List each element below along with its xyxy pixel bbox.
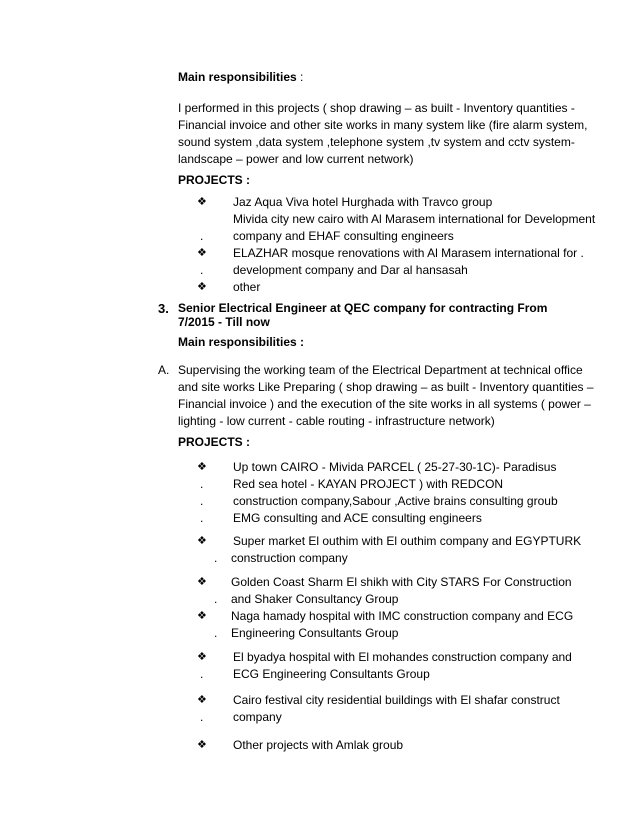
dot-marker: . <box>200 263 204 277</box>
diamond-bullet-icon: ❖ <box>197 196 207 208</box>
projects-heading: PROJECTS : <box>178 173 251 187</box>
main-responsibilities-heading <box>178 69 303 86</box>
item-letter: A. <box>158 363 170 377</box>
project-item: Naga hamady hospital with IMC construction company and ECG <box>231 609 574 623</box>
project-item: Mivida city new cairo with Al Marasem international for Development <box>233 212 596 226</box>
heading-text: Main responsibilities <box>178 70 297 84</box>
diamond-bullet-icon: ❖ <box>197 461 207 473</box>
job-number: 3. <box>158 301 169 316</box>
dot-marker: . <box>200 667 204 681</box>
dot-marker: . <box>200 511 204 525</box>
project-item: Jaz Aqua Viva hotel Hurghada with Travco group <box>233 195 493 209</box>
diamond-bullet-icon: ❖ <box>197 651 207 663</box>
diamond-bullet-icon: ❖ <box>197 694 207 706</box>
job-title: Senior Electrical Engineer at QEC company for contracting From <box>178 301 548 315</box>
responsibilities-line: landscape – power and low current network) <box>178 152 414 166</box>
diamond-bullet-icon: ❖ <box>197 739 207 751</box>
project-item: Red sea hotel - KAYAN PROJECT ) with REDCON <box>233 477 504 491</box>
diamond-bullet-icon: ❖ <box>197 535 207 547</box>
heading-colon: : <box>300 70 304 84</box>
project-item: development company and Dar al hansasah <box>233 263 468 277</box>
dot-marker: . <box>200 477 204 491</box>
responsibilities-line: and site works Like Preparing ( shop drawing – as built - Inventory quantities – <box>178 380 594 394</box>
project-item: Other projects with Amlak groub <box>233 738 404 752</box>
dot-marker: . <box>214 626 218 640</box>
main-responsibilities-heading: Main responsibilities : <box>178 335 305 349</box>
project-item: El byadya hospital with El mohandes construction company and <box>233 650 572 664</box>
diamond-bullet-icon: ❖ <box>197 281 207 293</box>
job-title: 7/2015 - Till now <box>178 315 270 329</box>
responsibilities-line: Financial invoice and other site works in many system like (fire alarm system, <box>178 118 588 132</box>
project-item: company <box>233 710 282 724</box>
diamond-bullet-icon: ❖ <box>197 247 207 259</box>
dot-marker: . <box>200 494 204 508</box>
responsibilities-line: I performed in this projects ( shop drawing – as built - Inventory quantities - <box>178 101 575 115</box>
project-item: construction company <box>231 551 348 565</box>
responsibilities-line: Supervising the working team of the Electrical Department at technical office <box>178 363 583 377</box>
dot-marker: . <box>214 551 218 565</box>
project-item: Cairo festival city residential buildings with El shafar construct <box>233 693 560 707</box>
project-item: other <box>233 280 261 294</box>
responsibilities-line: lighting - low current - cable routing - infrastructure network) <box>178 414 495 428</box>
project-item: Up town CAIRO - Mivida PARCEL ( 25-27-30-1C)- Paradisus <box>233 460 557 474</box>
project-item: ELAZHAR mosque renovations with Al Marasem international for . <box>233 246 584 260</box>
dot-marker: . <box>200 710 204 724</box>
responsibilities-line: sound system ,data system ,telephone system ,tv system and cctv system- <box>178 135 575 149</box>
project-item: ECG Engineering Consultants Group <box>233 667 430 681</box>
diamond-bullet-icon: ❖ <box>197 576 207 588</box>
project-item: Golden Coast Sharm El shikh with City STARS For Construction <box>231 575 572 589</box>
project-item: company and EHAF consulting engineers <box>233 229 454 243</box>
project-item: Engineering Consultants Group <box>231 626 399 640</box>
diamond-bullet-icon: ❖ <box>197 610 207 622</box>
project-item: and Shaker Consultancy Group <box>231 592 399 606</box>
project-item: construction company,Sabour ,Active brains consulting groub <box>233 494 558 508</box>
responsibilities-line: Financial invoice ) and the execution of the site works in all systems ( power – <box>178 397 591 411</box>
project-item: EMG consulting and ACE consulting engineers <box>233 511 482 525</box>
dot-marker: . <box>200 229 204 243</box>
project-item: Super market El outhim with El outhim company and EGYPTURK <box>233 534 582 548</box>
projects-heading: PROJECTS : <box>178 435 251 449</box>
dot-marker: . <box>214 592 218 606</box>
